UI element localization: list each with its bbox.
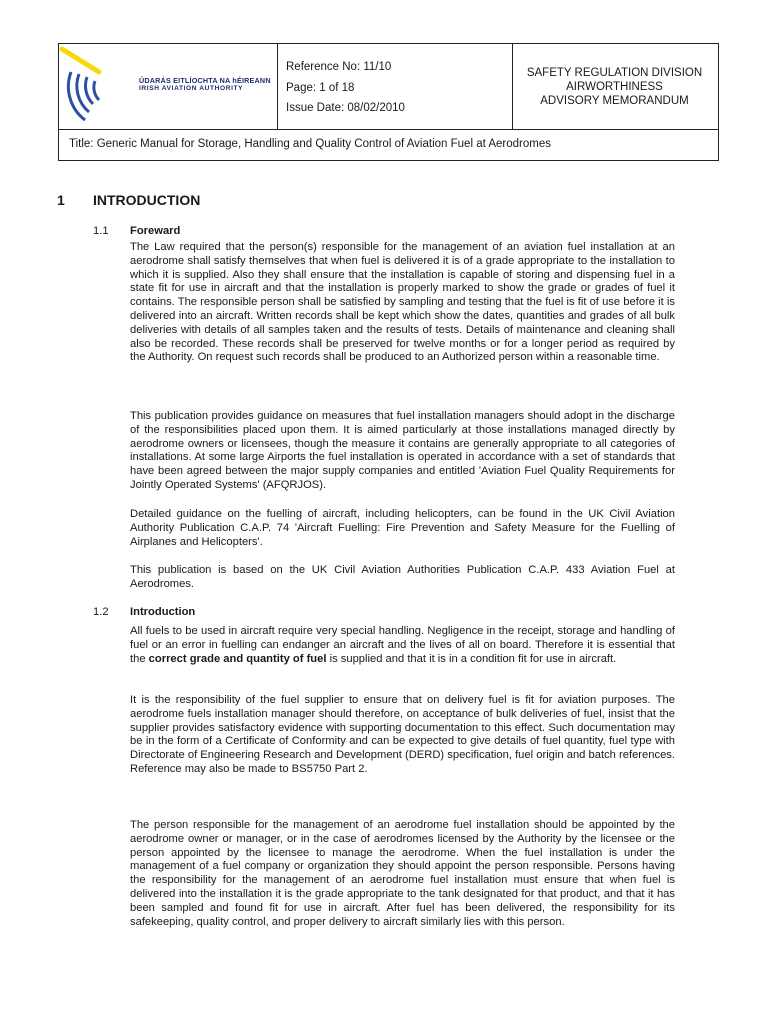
logo-text-irish: ÚDARÁS EITLÍOCHTA NA hÉIREANN: [139, 76, 271, 85]
subsection-title: Introduction: [130, 606, 196, 618]
logo-text-english: IRISH AVIATION AUTHORITY: [139, 85, 244, 92]
paragraph: [130, 625, 675, 666]
page-number: Page: 1 of 18: [286, 82, 355, 94]
document-title: Title: Generic Manual for Storage, Handling and Quality Control of Aviation Fuel at Aerodromes: [69, 138, 551, 150]
paragraph: This publication provides guidance on measures that fuel installation managers should adopt in the discharge of the responsibilities placed upon them. It is aimed particularly at those installations managed directly by aerodrome owners or licensees, though the measure it contains are generally appropriate to all categories of installations. At some large Airports the fuel installation is operated in accordance with a set of standards that have been agreed between the major supply companies and entitled 'Aviation Fuel Quality Requirements for Jointly Operated Systems' (AFQRJOS).: [130, 410, 675, 491]
section-title: INTRODUCTION: [93, 192, 201, 208]
paragraph: The Law required that the person(s) responsible for the management of an aviation fuel installation at an aerodrome shall satisfy themselves that when fuel is delivered it is of a grade appropriate to the installation to which it is supplied. Also they shall ensure that the installation is capable of storing and dispensing fuel in a state fit for use in aircraft and that the installation is properly marked to show the grade or grades of fuel it contains. The responsible person shall be satisfied by sampling and testing that the fuel is fit of use before it is delivered into an aircraft. Written records shall be kept which show the dates, quantities and grades of all bulk deliveries with details of all samples taken and the results of tests. Details of maintenance and cleaning shall also be recorded. These records shall be preserved for twelve months or for a longer period as required by the Authority. On request such records shall be produced to an Authorized person within a reasonable time.: [130, 241, 675, 364]
paragraph-text: is supplied and that it is in a condition fit for use in aircraft.: [326, 652, 617, 665]
logo-cell: [59, 44, 278, 129]
division-cell: [512, 44, 717, 129]
header-top-row: [59, 44, 718, 130]
paragraph: The person responsible for the management of an aerodrome fuel installation should be appointed by the aerodrome owner or manager, or in the case of aerodromes licensed by the Authority by the licensee or the person appointed by the licensee to manage the aerodrome. When the fuel installation is under the management of a fuel company or organization they should appoint the person responsible. Persons having the responsibility for the management of an aerodrome fuel installation must ensure that when fuel is delivered into the installation it is the grade appropriate to the tank designated for that product, and that it has been sampled and found fit for use in aircraft. After fuel has been delivered, the responsibility for its safekeeping, quality control, and proper delivery to aircraft similarly lies with this person.: [130, 819, 675, 928]
reference-cell: [277, 44, 513, 129]
paragraph: Detailed guidance on the fuelling of aircraft, including helicopters, can be found in the UK Civil Aviation Authority Publication C.A.P. 74 'Aircraft Fuelling: Fire Prevention and Safety Measure for the Fuelling of Airplanes and Helicopters'.: [130, 508, 675, 548]
paragraph: It is the responsibility of the fuel supplier to ensure that on delivery fuel is fit for aviation purposes. The aerodrome fuels installation manager should therefore, on acceptance of bulk deliveries of fuel, insist that the supplier provides satisfactory evidence with supporting documentation to this effect. Such documentation may be in the form of a Certificate of Conformity and can be expected to give details of fuel quantity, fuel type with Directorate of Engineering Research and Development (DERD) specification, fuel origin and batch references. Reference may also be made to BS5750 Part 2.: [130, 694, 675, 775]
emphasis-text: correct grade and quantity of fuel: [148, 652, 327, 665]
memo-type: ADVISORY MEMORANDUM: [540, 95, 689, 107]
reference-number: Reference No: 11/10: [286, 61, 392, 73]
section-number: 1: [57, 192, 65, 208]
paragraph: This publication is based on the UK Civil Aviation Authorities Publication C.A.P. 433 Aviation Fuel at Aerodromes.: [130, 564, 675, 590]
division-name: SAFETY REGULATION DIVISION: [526, 67, 703, 79]
issue-date: Issue Date: 08/02/2010: [286, 102, 405, 114]
document-header: [58, 43, 719, 161]
division-area: AIRWORTHINESS: [566, 81, 663, 93]
paragraph-text: All fuels to be used in aircraft require very special handling. Negligence in the receipt, storage and handling of fuel or an error in fuelling can endanger an aircraft and the lives of all on board. Therefore it is essential that the: [130, 625, 675, 665]
subsection-title: Foreward: [130, 225, 181, 237]
subsection-number: 1.1: [93, 225, 109, 237]
subsection-number: 1.2: [93, 606, 109, 618]
